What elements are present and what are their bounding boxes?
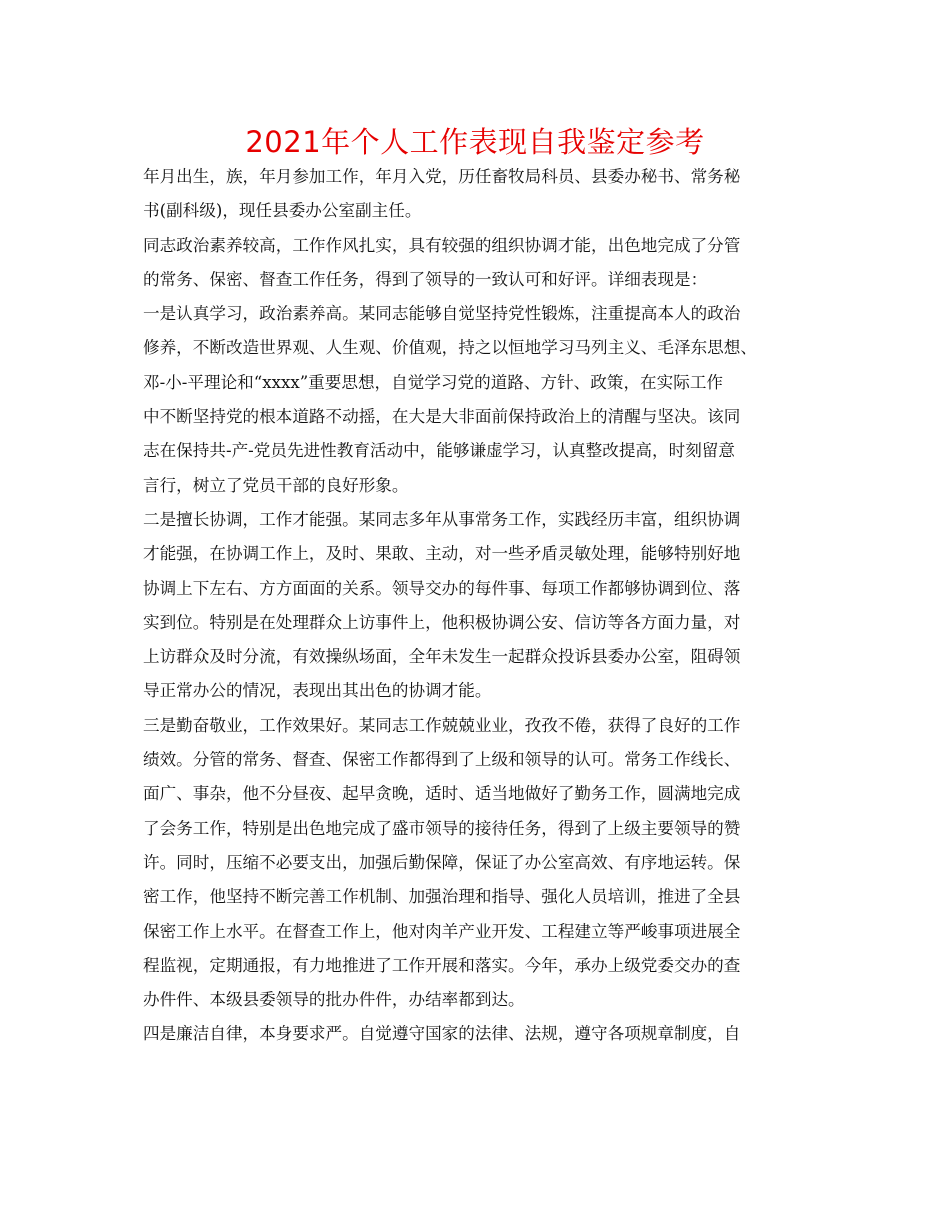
body-line: 才能强，在协调工作上，及时、果敢、主动，对一些矛盾灵敏处理，能够特别好地	[143, 544, 741, 564]
body-line: 一是认真学习，政治素养高。某同志能够自觉坚持党性锻炼，注重提高本人的政治	[143, 304, 741, 324]
body-line: 了会务工作，特别是出色地完成了盛市领导的接待任务，得到了上级主要领导的赞	[143, 818, 741, 838]
body-line: 程监视，定期通报，有力地推进了工作开展和落实。今年，承办上级党委交办的查	[143, 955, 741, 975]
body-line: 志在保持共-产-党员先进性教育活动中，能够谦虚学习，认真整改提高，时刻留意	[143, 441, 735, 461]
body-line: 三是勤奋敬业，工作效果好。某同志工作兢兢业业，孜孜不倦，获得了良好的工作	[143, 715, 741, 735]
document-body	[143, 160, 815, 1052]
body-line: 的常务、保密、督查工作任务，得到了领导的一致认可和好评。详细表现是：	[143, 269, 708, 289]
body-line: 二是擅长协调，工作才能强。某同志多年从事常务工作，实践经历丰富，组织协调	[143, 509, 741, 529]
body-line: 保密工作上水平。在督查工作上，他对肉羊产业开发、工程建立等严峻事项进展全	[143, 921, 741, 941]
body-line: 协调上下左右、方方面面的关系。领导交办的每件事、每项工作都够协调到位、落	[143, 578, 741, 598]
body-line: 邓-小-平理论和“xxxx”重要思想，自觉学习党的道路、方针、政策，在实际工作	[143, 372, 724, 392]
body-line: 实到位。特别是在处理群众上访事件上，他积极协调公安、信访等各方面力量，对	[143, 612, 741, 632]
body-line: 书(副科级)，现任县委办公室副主任。	[143, 201, 422, 221]
body-line: 四是廉洁自律，本身要求严。自觉遵守国家的法律、法规，遵守各项规章制度，自	[143, 1024, 741, 1044]
body-line: 年月出生，族，年月参加工作，年月入党，历任畜牧局科员、县委办秘书、常务秘	[143, 167, 741, 186]
body-line: 中不断坚持党的根本道路不动摇，在大是大非面前保持政治上的清醒与坚决。该同	[143, 407, 741, 427]
body-line: 修养，不断改造世界观、人生观、价值观，持之以恒地学习马列主义、毛泽东思想、	[143, 338, 757, 358]
body-line: 上访群众及时分流，有效操纵场面，全年未发生一起群众投诉县委办公室，阻碍领	[143, 647, 741, 667]
body-line: 绩效。分管的常务、督查、保密工作都得到了上级和领导的认可。常务工作线长、	[143, 750, 741, 770]
body-line: 面广、事杂，他不分昼夜、起早贪晚，适时、适当地做好了勤务工作，圆满地完成	[143, 784, 741, 804]
body-line: 密工作，他坚持不断完善工作机制、加强治理和指导、强化人员培训，推进了全县	[143, 887, 741, 907]
body-line: 办件件、本级县委领导的批办件件，办结率都到达。	[143, 990, 525, 1010]
body-line: 导正常办公的情况，表现出其出色的协调才能。	[143, 681, 492, 701]
body-line: 言行，树立了党员干部的良好形象。	[143, 475, 409, 495]
document-title: 2021年个人工作表现自我鉴定参考	[245, 125, 705, 159]
body-line: 同志政治素养较高，工作作风扎实，具有较强的组织协调才能，出色地完成了分管	[143, 235, 741, 255]
body-line: 许。同时，压缩不必要支出，加强后勤保障，保证了办公室高效、有序地运转。保	[143, 852, 741, 872]
